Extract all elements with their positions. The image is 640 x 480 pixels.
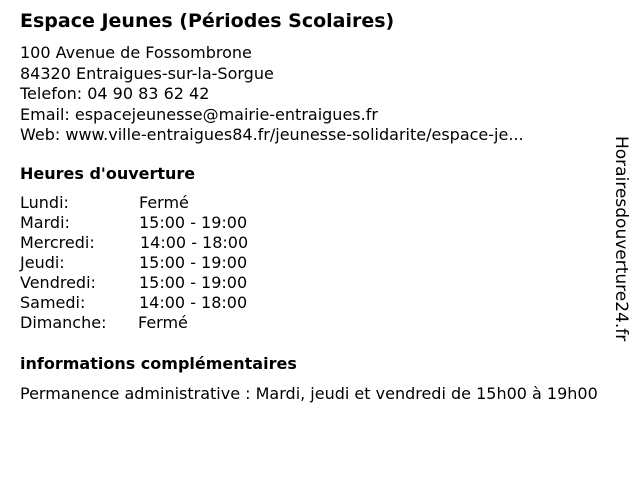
day-label: Vendredi: — [20, 273, 96, 292]
day-label: Mercredi: — [20, 233, 95, 252]
time-value: 15:00 - 19:00 — [139, 253, 248, 272]
page-title: Espace Jeunes (Périodes Scolaires) — [20, 10, 395, 32]
opening-hours-heading: Heures d'ouverture — [20, 164, 196, 183]
time-value: 15:00 - 19:00 — [139, 213, 248, 232]
site-brand-vertical: Horairesdouverture24.fr — [611, 136, 631, 342]
day-label: Jeudi: — [20, 253, 65, 272]
day-label: Lundi: — [20, 193, 69, 212]
additional-info-heading: informations complémentaires — [20, 354, 297, 373]
address-block — [20, 43, 524, 146]
email-address: Email: espacejeunesse@mairie-entraigues.fr — [20, 104, 378, 124]
time-value: Fermé — [139, 193, 189, 212]
time-value: 14:00 - 18:00 — [139, 293, 248, 312]
website-address: Web: www.ville-entraigues84.fr/jeunesse-solidarite/espace-je... — [20, 125, 524, 144]
day-label: Dimanche: — [20, 313, 107, 332]
day-label: Mardi: — [20, 213, 70, 232]
additional-info-text: Permanence administrative : Mardi, jeudi et vendredi de 15h00 à 19h00 — [20, 384, 598, 403]
city-address: 84320 Entraigues-sur-la-Sorgue — [20, 63, 274, 83]
time-value: Fermé — [138, 313, 188, 332]
time-value: 14:00 - 18:00 — [140, 233, 249, 252]
street-address: 100 Avenue de Fossombrone — [20, 43, 252, 62]
time-value: 15:00 - 19:00 — [139, 273, 248, 292]
day-label: Samedi: — [20, 293, 86, 312]
phone-number: Telefon: 04 90 83 62 42 — [20, 84, 210, 103]
